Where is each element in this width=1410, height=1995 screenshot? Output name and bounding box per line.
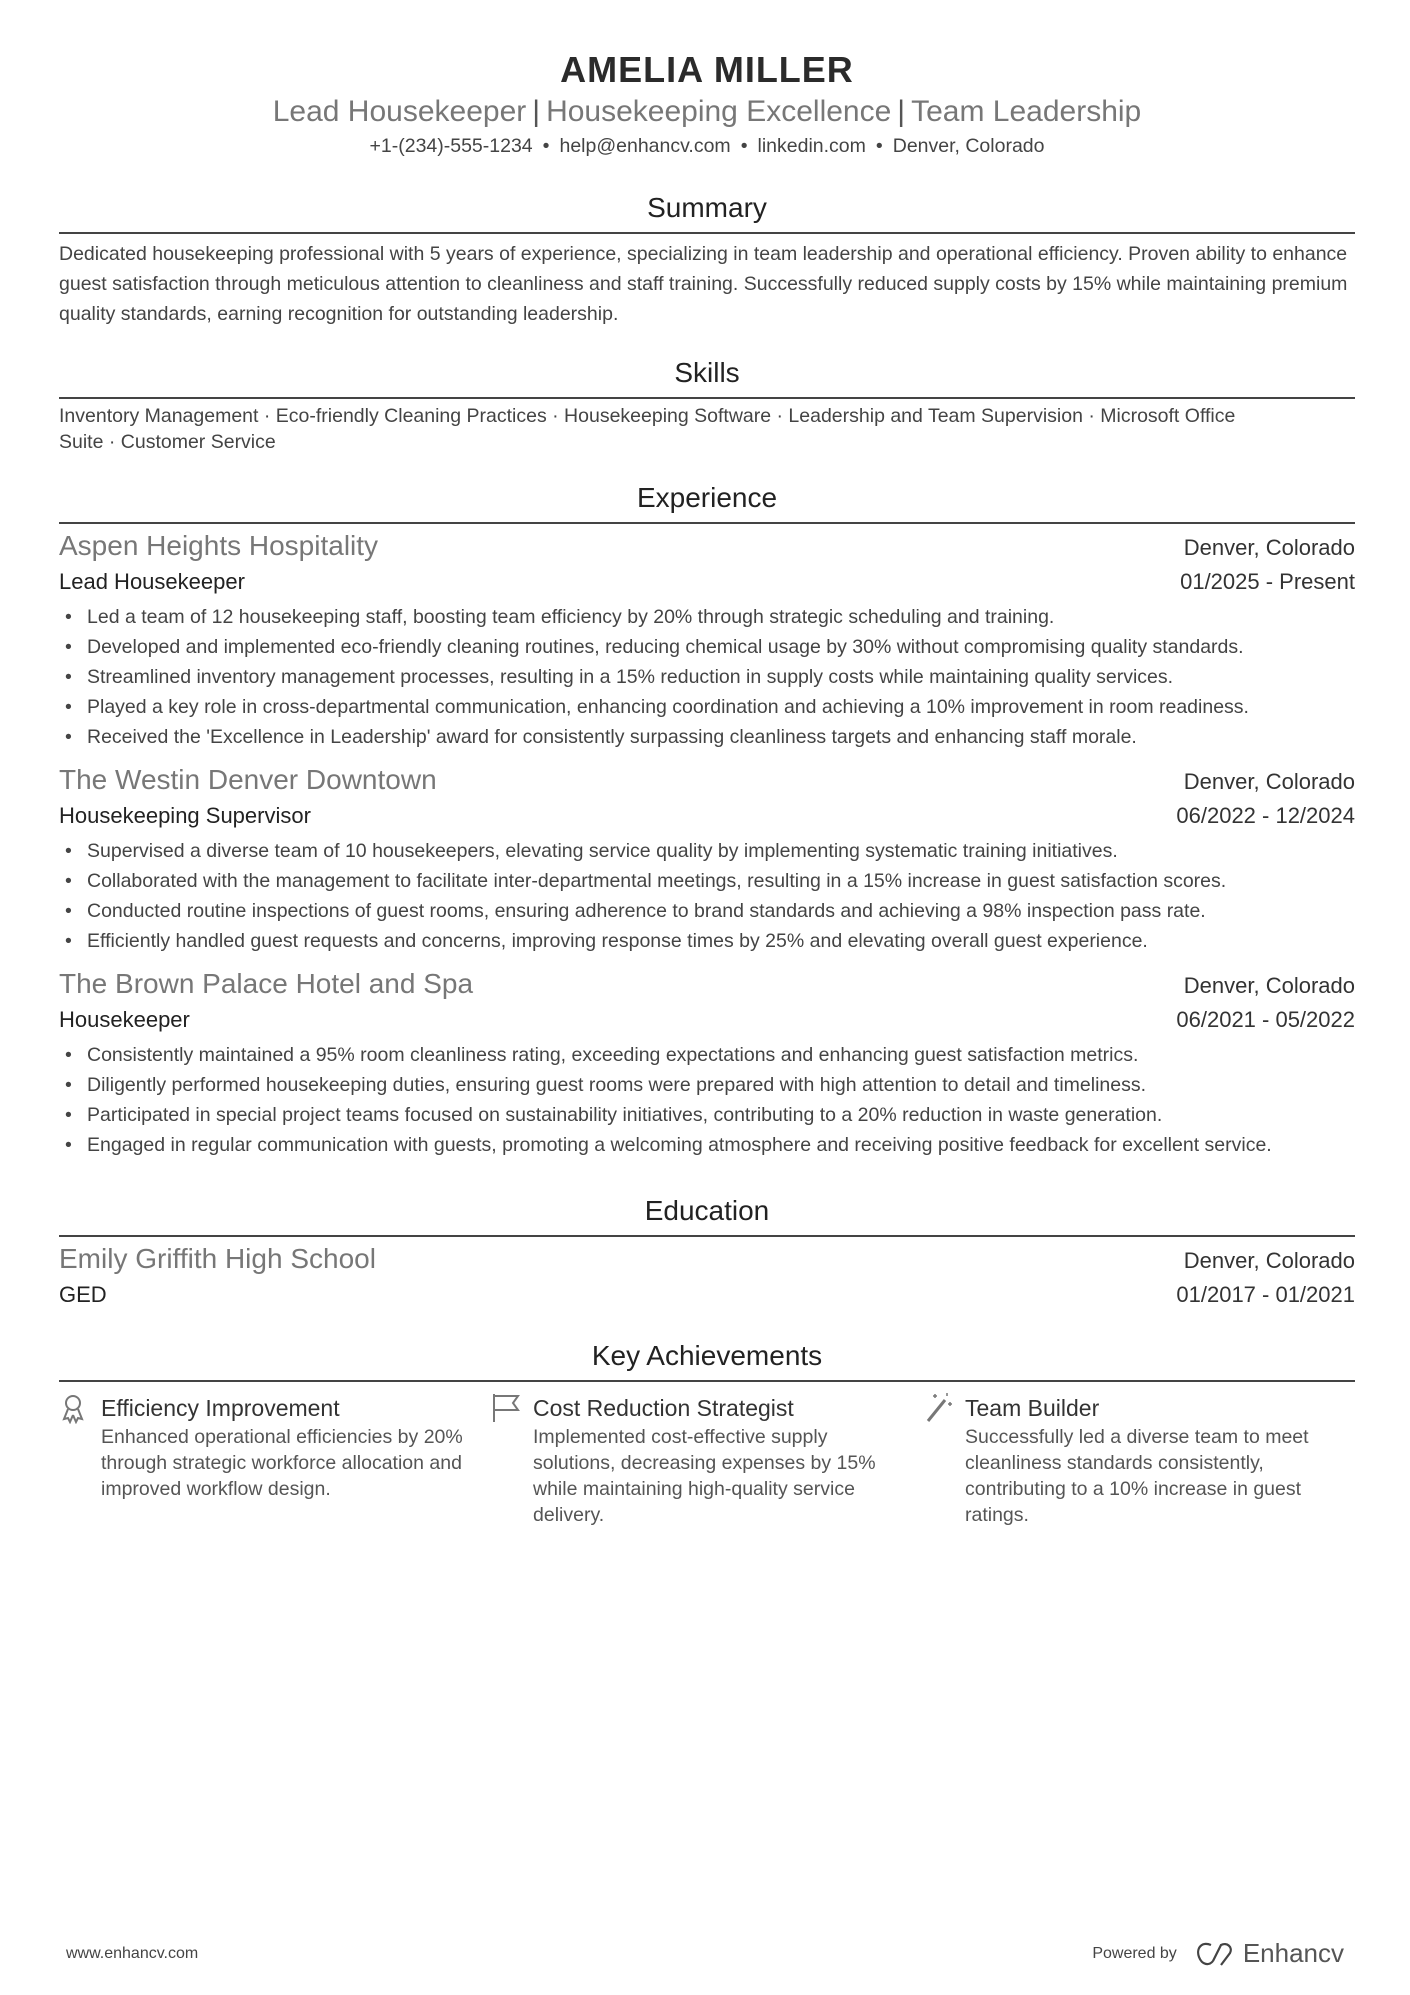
achievements-list	[59, 1392, 1355, 1528]
award-icon	[59, 1392, 101, 1424]
job-entry	[59, 528, 1355, 752]
website-link[interactable]: www.enhancv.com	[66, 1944, 199, 1962]
achievement-title: Team Builder	[965, 1395, 1100, 1421]
bullet: •	[875, 135, 883, 157]
phone: +1-(234)-555-1234	[369, 135, 533, 157]
school-location: Denver, Colorado	[1183, 1248, 1355, 1273]
summary-heading: Summary	[59, 191, 1355, 234]
job-bullet: • Collaborated with the management to facilitate inter-departmental meetings, resulting in a 15% increase in guest satisfaction scores.	[59, 866, 1355, 896]
company-name: Aspen Heights Hospitality	[59, 530, 379, 561]
education-dates: 01/2017 - 01/2021	[1176, 1282, 1355, 1307]
skills-heading: Skills	[59, 356, 1355, 399]
job-bullets	[59, 602, 1355, 752]
achievement-item	[923, 1392, 1355, 1528]
contact-info	[59, 133, 1355, 159]
headline	[59, 93, 1355, 131]
email-link[interactable]: help@enhancv.com	[559, 135, 731, 157]
bullet: •	[542, 135, 550, 157]
degree: GED	[59, 1282, 107, 1307]
job-title: Housekeeping Supervisor	[59, 803, 311, 828]
experience-list	[59, 528, 1355, 1160]
enhancv-logo-icon	[1195, 1941, 1237, 1967]
separator: |	[532, 95, 541, 128]
job-bullet: • Supervised a diverse team of 10 housekeepers, elevating service quality by implementing systematic training initiatives.	[59, 836, 1355, 866]
enhancv-brand: Enhancv	[1242, 1938, 1344, 1968]
flag-icon	[491, 1392, 533, 1424]
job-bullet: • Conducted routine inspections of guest rooms, ensuring adherence to brand standards and achieving a 98% inspection pass rate.	[59, 896, 1355, 926]
job-bullet: • Diligently performed housekeeping duties, ensuring guest rooms were prepared with high attention to detail and timeliness.	[59, 1070, 1355, 1100]
summary-text: Dedicated housekeeping professional with 5 years of experience, specializing in team leadership and operational efficiency. Proven ability to enhance guest satisfaction through meticulous attention to cleanliness and staff training. Successfully reduced supply costs by 15% while maintaining premium quality standards, earning recognition for outstanding leadership.	[59, 243, 1348, 325]
job-bullet: • Consistently maintained a 95% room cleanliness rating, exceeding expectations and enhancing guest satisfaction metrics.	[59, 1040, 1355, 1070]
candidate-name: AMELIA MILLER	[560, 49, 854, 90]
job-title: Housekeeper	[59, 1007, 190, 1032]
achievement-item	[59, 1392, 491, 1528]
headline-title: Team Leadership	[911, 95, 1142, 128]
job-bullet: • Participated in special project teams focused on sustainability initiatives, contributing to a 20% reduction in waste generation.	[59, 1100, 1355, 1130]
job-bullet: • Developed and implemented eco-friendly cleaning routines, reducing chemical usage by 30% without compromising quality standards.	[59, 632, 1355, 662]
job-bullet: • Engaged in regular communication with guests, promoting a welcoming atmosphere and receiving positive feedback for excellent service.	[59, 1130, 1355, 1160]
education-entry	[59, 1241, 1355, 1313]
powered-by-label: Powered by	[1092, 1944, 1177, 1962]
separator: |	[897, 95, 906, 128]
job-dates: 06/2022 - 12/2024	[1176, 803, 1355, 828]
powered-by	[1092, 1938, 1344, 1969]
footer	[66, 1938, 1344, 1969]
headline-title: Lead Housekeeper	[272, 95, 527, 128]
resume	[59, 0, 1355, 1528]
linkedin-link[interactable]: linkedin.com	[757, 135, 866, 157]
achievements-heading: Key Achievements	[59, 1339, 1355, 1382]
achievement-title: Cost Reduction Strategist	[533, 1395, 794, 1421]
achievement-item	[491, 1392, 923, 1528]
achievement-title: Efficiency Improvement	[101, 1395, 340, 1421]
job-entry	[59, 966, 1355, 1160]
job-bullet: • Efficiently handled guest requests and concerns, improving response times by 25% and elevating overall guest experience.	[59, 926, 1355, 956]
enhancv-logo[interactable]	[1195, 1938, 1344, 1969]
education-heading: Education	[59, 1194, 1355, 1237]
headline-title: Housekeeping Excellence	[546, 95, 892, 128]
achievement-desc: Implemented cost-effective supply solutions, decreasing expenses by 15% while maintaining high-quality service delivery.	[533, 1426, 876, 1526]
achievement-desc: Successfully led a diverse team to meet cleanliness standards consistently, contributing to a 10% increase in guest ratings.	[965, 1426, 1309, 1526]
school-name: Emily Griffith High School	[59, 1243, 376, 1274]
experience-heading: Experience	[59, 481, 1355, 524]
job-bullet: • Led a team of 12 housekeeping staff, boosting team efficiency by 20% through strategic scheduling and training.	[59, 602, 1355, 632]
job-bullets	[59, 836, 1355, 956]
job-location: Denver, Colorado	[1183, 973, 1355, 998]
job-bullet: • Streamlined inventory management processes, resulting in a 15% reduction in supply costs while maintaining quality services.	[59, 662, 1355, 692]
job-entry	[59, 762, 1355, 956]
job-bullet: • Received the 'Excellence in Leadership' award for consistently surpassing cleanliness targets and enhancing staff morale.	[59, 722, 1355, 752]
bullet: •	[740, 135, 748, 157]
company-name: The Westin Denver Downtown	[59, 764, 437, 795]
job-bullets	[59, 1040, 1355, 1160]
job-location: Denver, Colorado	[1183, 535, 1355, 560]
achievement-desc: Enhanced operational efficiencies by 20% through strategic workforce allocation and improved workflow design.	[101, 1426, 463, 1500]
job-location: Denver, Colorado	[1183, 769, 1355, 794]
job-title: Lead Housekeeper	[59, 569, 245, 594]
location: Denver, Colorado	[892, 135, 1045, 157]
job-bullet: • Played a key role in cross-departmental communication, enhancing coordination and achieving a 10% improvement in room readiness.	[59, 692, 1355, 722]
skills-list: Inventory Management · Eco-friendly Cleaning Practices · Housekeeping Software · Leadership and Team Supervision · Microsoft Office Suite · Customer Service	[59, 405, 1236, 453]
job-dates: 06/2021 - 05/2022	[1176, 1007, 1355, 1032]
magic-wand-icon	[923, 1392, 965, 1424]
job-dates: 01/2025 - Present	[1180, 569, 1355, 594]
company-name: The Brown Palace Hotel and Spa	[59, 968, 474, 999]
